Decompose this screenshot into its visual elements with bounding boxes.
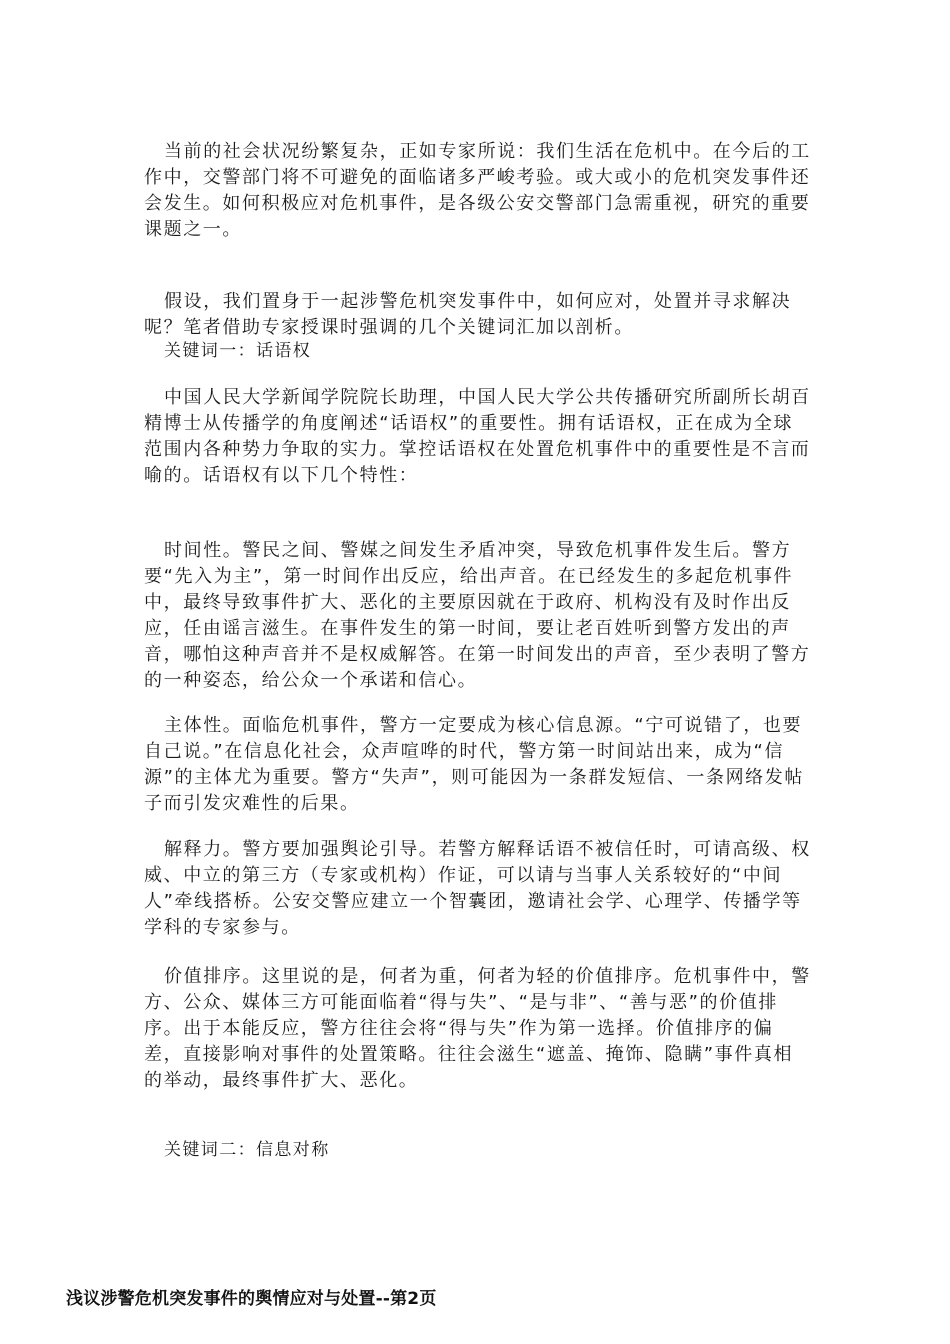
page-footer: 浅议涉警危机突发事件的舆情应对与处置--第2页 <box>66 1289 437 1309</box>
keyword-heading-1: 关键词一：话语权 <box>164 341 312 361</box>
paragraph-value-ranking: 价值排序。这里说的是，何者为重，何者为轻的价值排序。危机事件中，警方、公众、媒体三方可能面临着“得与失”、“是与非”、“善与恶”的价值排序。出于本能反应，警方往往会将“得与失”作为第一选择。价值排序的偏差，直接影响对事件的处置策略。往往会滋生“遮盖、掩饰、隐瞒”事件真相的举动，最终事件扩大、恶化。 <box>144 966 811 1091</box>
paragraph-subjectivity: 主体性。面临危机事件，警方一定要成为核心信息源。“宁可说错了，也要自己说。”在信息化社会，众声喧哗的时代，警方第一时间站出来，成为“信源”的主体尤为重要。警方“失声”，则可能因为一条群发短信、一条网络发帖子而引发灾难性的后果。 <box>144 715 804 814</box>
paragraph-hypothesis: 假设，我们置身于一起涉警危机突发事件中，如何应对，处置并寻求解决呢？笔者借助专家授课时强调的几个关键词汇加以剖析。 <box>144 291 792 338</box>
keyword-heading-2: 关键词二：信息对称 <box>164 1140 330 1160</box>
paragraph-timeliness: 时间性。警民之间、警媒之间发生矛盾冲突，导致危机事件发生后。警方要“先入为主”，第一时间作出反应，给出声音。在已经发生的多起危机事件中，最终导致事件扩大、恶化的主要原因就在于政府、机构没有及时作出反应，任由谣言滋生。在事件发生的第一时间，要让老百姓听到警方发出的声音，哪怕这种声音并不是权威解答。在第一时间发出的声音，至少表明了警方的一种姿态，给公众一个承诺和信心。 <box>144 540 811 691</box>
paragraph-intro: 当前的社会状况纷繁复杂，正如专家所说：我们生活在危机中。在今后的工作中，交警部门将不可避免的面临诸多严峻考验。或大或小的危机突发事件还会发生。如何积极应对危机事件，是各级公安交警部门急需重视，研究的重要课题之一。 <box>144 141 811 240</box>
paragraph-discourse-power: 中国人民大学新闻学院院长助理，中国人民大学公共传播研究所副所长胡百精博士从传播学的角度阐述“话语权”的重要性。拥有话语权，正在成为全球范围内各种势力争取的实力。掌控话语权在处置危机事件中的重要性是不言而喻的。话语权有以下几个特性： <box>144 387 811 486</box>
paragraph-explanatory-power: 解释力。警方要加强舆论引导。若警方解释话语不被信任时，可请高级、权威、中立的第三方（专家或机构）作证，可以请与当事人关系较好的“中间人”牵线搭桥。公安交警应建立一个智囊团，邀请社会学、心理学、传播学等学科的专家参与。 <box>144 839 811 938</box>
